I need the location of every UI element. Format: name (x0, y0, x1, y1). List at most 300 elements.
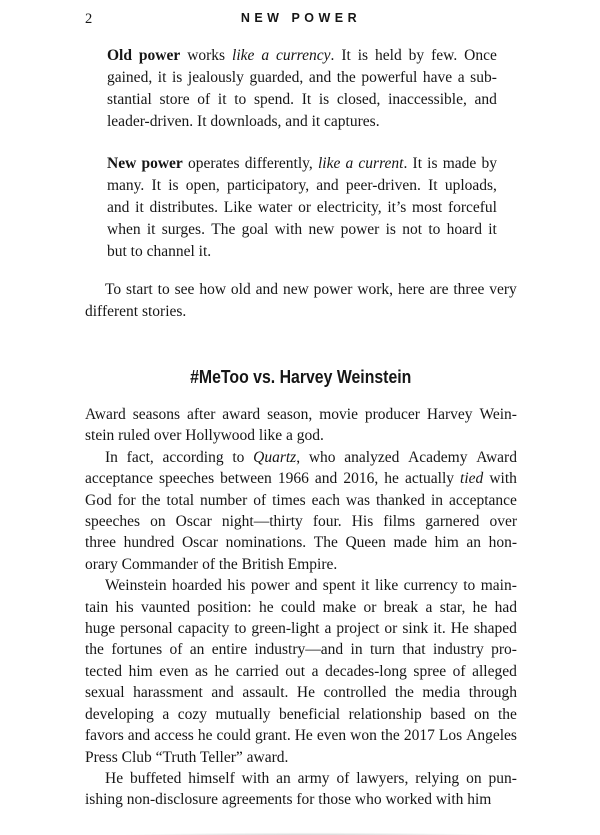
word (345, 532, 385, 553)
word (120, 618, 173, 639)
text-run: of (336, 769, 350, 787)
text-run: actually (404, 470, 454, 488)
word (384, 468, 399, 489)
word (124, 532, 175, 553)
word (357, 279, 393, 301)
text-run: Oscar (181, 534, 219, 552)
word (105, 768, 123, 789)
word (358, 45, 368, 67)
word (481, 153, 497, 175)
text-run: on (466, 769, 482, 787)
text-line (85, 554, 517, 575)
word (159, 89, 189, 111)
word (451, 618, 469, 639)
word (474, 704, 490, 725)
text-run: with (274, 221, 303, 238)
blockquote-new-power (107, 153, 497, 263)
word (317, 725, 346, 746)
word (130, 768, 181, 789)
word (337, 89, 380, 111)
word (443, 153, 477, 175)
text-line (107, 241, 497, 263)
text-run: is (385, 221, 396, 238)
word (489, 532, 517, 553)
word (488, 768, 516, 789)
word (85, 468, 153, 489)
text-line (85, 639, 517, 660)
word (215, 704, 270, 725)
word (464, 45, 497, 67)
word (324, 682, 387, 703)
word (431, 490, 443, 511)
text-run: leader-driven. It downloads, and it captures. (107, 113, 380, 130)
text-run: Los (438, 727, 463, 745)
word (254, 639, 343, 660)
text-run: project (336, 620, 380, 638)
text-line (85, 511, 517, 532)
text-run: Once (464, 47, 497, 64)
word (175, 279, 195, 301)
text-run: to (234, 620, 247, 638)
text-run: It (428, 177, 438, 194)
text-run: see (174, 281, 195, 298)
word (295, 725, 313, 746)
text-run: Like (223, 199, 253, 216)
text-run: harassment (133, 684, 203, 702)
word (118, 490, 136, 511)
text-run: controlled (323, 684, 387, 702)
text-line (85, 532, 517, 553)
word (297, 682, 315, 703)
text-run: for (117, 491, 136, 509)
text-run: few. (431, 47, 458, 64)
word (431, 45, 457, 67)
text-run: inaccessible, (388, 91, 467, 108)
word (445, 175, 497, 197)
word (135, 197, 144, 219)
text-run: It (301, 91, 312, 108)
text-run: new (282, 281, 309, 298)
word (85, 661, 122, 682)
word (227, 175, 309, 197)
text-run: is (427, 155, 438, 172)
text-run: it. (433, 620, 446, 638)
word (107, 219, 141, 241)
text-run: jealously (187, 69, 244, 86)
text-run: To (105, 281, 122, 298)
word (188, 67, 244, 89)
word (481, 575, 517, 596)
text-run: in (430, 491, 444, 509)
text-run: peer-driven. (345, 177, 421, 194)
word (150, 197, 218, 219)
text-line (85, 447, 517, 468)
word (85, 511, 140, 532)
text-run: lawyers, (356, 769, 409, 787)
word (159, 661, 188, 682)
text-line (85, 597, 517, 618)
text-run: open, (185, 177, 220, 194)
text-run: on (150, 513, 166, 531)
word (466, 768, 482, 789)
text-line (107, 175, 497, 197)
text-run: spree (413, 662, 447, 680)
word (474, 618, 517, 639)
text-run: a (324, 620, 332, 638)
text-run: in (350, 641, 363, 659)
word (409, 45, 425, 67)
word (197, 89, 210, 111)
text-run: a (457, 69, 465, 86)
text-run: Queen (345, 534, 386, 552)
word (439, 725, 462, 746)
text-run: differently, (244, 155, 313, 172)
word (435, 532, 459, 553)
text-run: an (276, 769, 291, 787)
bold-text: Old (107, 47, 132, 64)
word (107, 153, 136, 175)
word (488, 219, 497, 241)
word (188, 153, 240, 175)
word (370, 639, 395, 660)
word (222, 511, 303, 532)
word (383, 511, 415, 532)
word (85, 725, 124, 746)
text-line (85, 747, 517, 768)
word (472, 661, 517, 682)
text-run: position: (197, 598, 252, 616)
text-run: three (453, 281, 485, 298)
text-run: is (357, 47, 369, 64)
text-run: decades-long (325, 662, 407, 680)
text-line (85, 661, 517, 682)
text-run: it (157, 69, 167, 86)
text-run: have (422, 69, 453, 86)
text-run: it (488, 221, 497, 238)
word (169, 639, 182, 660)
word (350, 725, 377, 746)
word (402, 639, 425, 660)
word (232, 447, 244, 468)
word (375, 575, 398, 596)
text-run: closed, (336, 91, 381, 108)
word (141, 597, 190, 618)
text-run: orary Commander of the British Empire. (85, 555, 338, 573)
word (476, 447, 517, 468)
text-run: make (322, 598, 357, 616)
word (337, 67, 356, 89)
word (172, 575, 222, 596)
word (267, 404, 312, 425)
text-run: or (298, 199, 311, 216)
text-run: It (412, 155, 422, 172)
text-run: a (311, 662, 319, 680)
text-run: surges. (161, 221, 205, 238)
text-line (107, 89, 497, 111)
word (376, 490, 425, 511)
text-run: media (422, 684, 461, 702)
text-run: it (146, 221, 156, 238)
text-run: mutually (215, 705, 271, 723)
word (150, 511, 166, 532)
text-run: relationship (348, 705, 422, 723)
word (422, 682, 460, 703)
text-run: Award (476, 448, 517, 466)
text-run: developing (85, 705, 154, 723)
text-run: different stories. (85, 303, 187, 320)
text-run: grant. (254, 727, 291, 745)
word (158, 279, 170, 301)
word (423, 67, 452, 89)
text-run: like (374, 577, 399, 595)
text-run: goal (241, 221, 269, 238)
text-line (85, 575, 517, 596)
word (232, 45, 254, 67)
text-run: the (336, 69, 356, 86)
text-run: sexual (85, 684, 125, 702)
word (341, 45, 350, 67)
blockquote-old-power (107, 45, 497, 133)
word (133, 404, 180, 425)
word (463, 575, 475, 596)
word (158, 67, 167, 89)
word (375, 45, 402, 67)
word (111, 639, 162, 660)
word (352, 511, 374, 532)
word (166, 490, 194, 511)
word (402, 219, 422, 241)
word (255, 725, 291, 746)
word (361, 575, 370, 596)
text-run: carried (235, 662, 279, 680)
text-run: who (308, 448, 336, 466)
text-run: an (466, 534, 481, 552)
text-run: not (402, 221, 423, 238)
word (312, 661, 319, 682)
text-run: He (105, 769, 124, 787)
word (358, 153, 407, 175)
italic-text: currency (276, 47, 331, 64)
word (85, 404, 126, 425)
word (498, 704, 517, 725)
text-run: tain (85, 598, 109, 616)
word (129, 661, 153, 682)
word (309, 447, 336, 468)
word (447, 219, 482, 241)
word (199, 279, 226, 301)
text-line (107, 219, 497, 241)
text-run: films (383, 513, 416, 531)
word (107, 89, 152, 111)
text-run: relying (415, 769, 460, 787)
text-run: producer (364, 406, 420, 423)
word (427, 404, 473, 425)
text-run: he (384, 470, 399, 488)
word (141, 153, 182, 175)
word (276, 45, 334, 67)
word (154, 725, 194, 746)
text-run: power (313, 281, 353, 298)
text-run: the (394, 684, 414, 702)
word (466, 532, 481, 553)
text-run: four. (312, 513, 342, 531)
text-run: it (360, 577, 370, 595)
bold-text: power (141, 155, 183, 172)
word (242, 682, 288, 703)
page-content (85, 0, 517, 811)
text-run: very (489, 281, 517, 298)
word (142, 490, 161, 511)
text-run: main- (480, 577, 517, 595)
text-run: assault. (242, 684, 289, 702)
text-line (107, 153, 497, 175)
word (426, 597, 433, 618)
text-run: of (452, 662, 466, 680)
word (433, 618, 446, 639)
word (364, 597, 377, 618)
word (398, 279, 425, 301)
text-run: and (314, 470, 338, 488)
italic-text: like (317, 155, 341, 172)
text-run: fact, (126, 448, 154, 466)
word (387, 197, 406, 219)
text-run: here (397, 281, 425, 298)
text-run: shaped (473, 620, 517, 638)
text-run: are (429, 281, 449, 298)
text-run: His (351, 513, 374, 531)
text-line (85, 404, 517, 425)
word (261, 45, 269, 67)
text-run: the (380, 727, 400, 745)
text-run: with (489, 470, 517, 488)
word (234, 618, 246, 639)
word (105, 447, 118, 468)
text-run: by (408, 47, 425, 64)
text-run: by (481, 155, 497, 172)
word (105, 575, 167, 596)
text-run: after (186, 406, 216, 423)
text-line (85, 768, 517, 789)
text-line (85, 618, 517, 639)
text-run: new (308, 221, 335, 238)
text-run: speeches (85, 513, 141, 531)
word (425, 511, 479, 532)
text-run: seasons (132, 406, 181, 423)
text-line (107, 67, 497, 89)
text-run: Press Club “Truth Teller” award. (85, 748, 289, 766)
text-run: Award (85, 406, 126, 423)
text-run: held (375, 47, 402, 64)
word (107, 175, 144, 197)
text-run: could (216, 727, 251, 745)
word (384, 618, 397, 639)
word (460, 468, 483, 489)
text-line (85, 704, 517, 725)
text-run: with (241, 769, 270, 787)
text-run: In (105, 448, 118, 466)
text-run: but to channel it. (107, 243, 212, 260)
word (315, 468, 337, 489)
text-run: It (151, 177, 161, 194)
text-run: and (255, 281, 279, 298)
word (211, 682, 233, 703)
text-run: power (340, 221, 380, 238)
text-run: Weinstein (105, 577, 167, 595)
text-line (85, 279, 517, 301)
text-run: God (85, 491, 112, 509)
text-run: favors (85, 727, 124, 745)
text-run: even (159, 662, 189, 680)
text-run: buffeted (129, 769, 182, 787)
word (314, 532, 338, 553)
word (159, 468, 214, 489)
text-run: pro- (491, 641, 517, 659)
word (227, 575, 245, 596)
word (254, 89, 294, 111)
word (361, 67, 417, 89)
word (323, 575, 356, 596)
word (168, 175, 178, 197)
text-run: through (468, 684, 517, 702)
word (388, 89, 467, 111)
text-run: according (162, 448, 224, 466)
word (356, 768, 408, 789)
word (217, 725, 251, 746)
word (428, 175, 437, 197)
word (85, 639, 104, 660)
text-run: and (295, 577, 318, 595)
bold-text: power (138, 47, 181, 64)
word (256, 279, 278, 301)
text-run: It (341, 47, 351, 64)
word (386, 219, 396, 241)
word (489, 511, 517, 532)
word (489, 279, 517, 301)
text-run: access (154, 727, 194, 745)
text-run: over (489, 513, 517, 531)
text-run: works (187, 47, 226, 64)
word (172, 67, 182, 89)
text-run: himself (188, 769, 235, 787)
word (85, 704, 154, 725)
text-run: The (211, 221, 236, 238)
text-run: vaunted (140, 598, 191, 616)
text-run: hoard (446, 221, 482, 238)
text-run: many. (107, 177, 145, 194)
text-run: guarded, (249, 69, 304, 86)
text-run: cozy (177, 705, 207, 723)
text-run: work, (357, 281, 394, 298)
word (126, 279, 153, 301)
text-run: that (402, 641, 426, 659)
text-run: speeches (159, 470, 215, 488)
word (469, 682, 517, 703)
text-run: an (189, 641, 205, 659)
text-run: capacity (177, 620, 230, 638)
text-run: it (217, 91, 227, 108)
text-line (85, 490, 517, 511)
word (190, 639, 205, 660)
word (152, 175, 161, 197)
text-run: nominations. (225, 534, 307, 552)
text-run: the (497, 705, 517, 723)
text-run: had (494, 598, 517, 616)
word (324, 618, 331, 639)
word (242, 768, 270, 789)
word (197, 597, 251, 618)
word (234, 89, 246, 111)
word (85, 532, 116, 553)
